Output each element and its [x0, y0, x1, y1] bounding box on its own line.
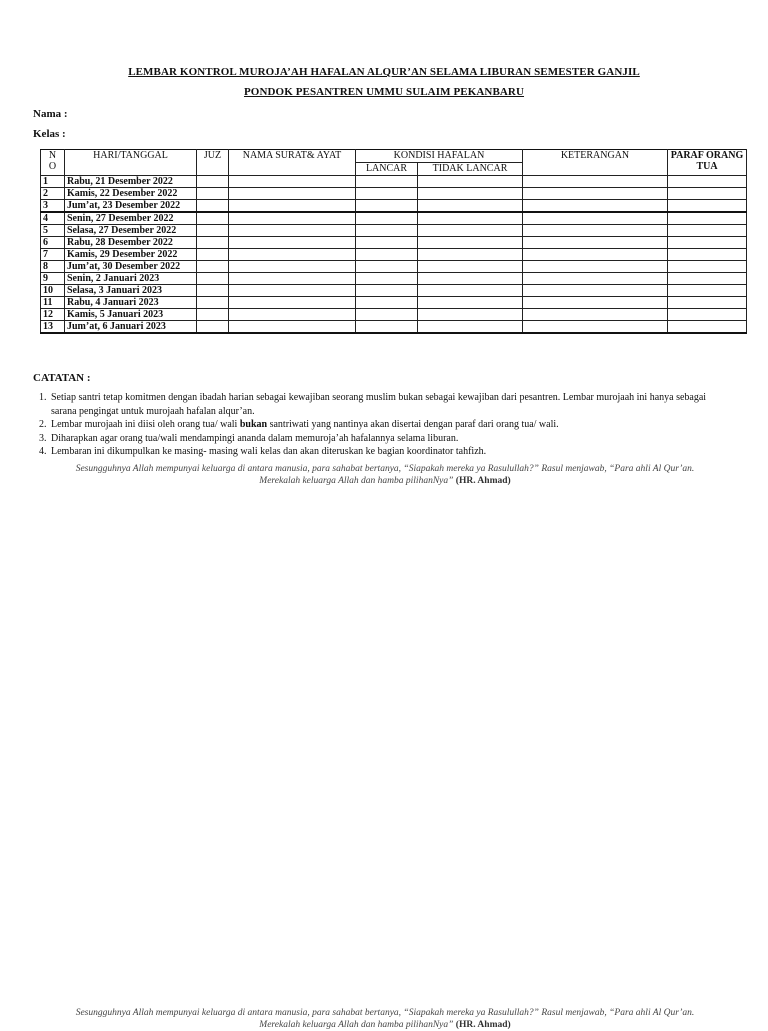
row-lancar-cell: [356, 176, 418, 188]
note-item: 2. Lembar murojaah ini diisi oleh orang tua/ wali bukan santriwati yang nantinya akan disertai dengan paraf dari orang tua/ wali.: [49, 418, 729, 432]
table-row: [41, 188, 747, 200]
row-tidak-lancar-cell: [418, 309, 523, 321]
row-nama-surat-cell: [229, 237, 356, 249]
note-item: 4. Lembaran ini dikumpulkan ke masing- masing wali kelas dan akan diteruskan ke bagian koordinator tahfizh.: [49, 445, 729, 459]
row-lancar-cell: [356, 225, 418, 237]
row-nama-surat-cell: [229, 309, 356, 321]
header-kondisi-hafalan: KONDISI HAFALAN: [356, 150, 523, 163]
row-lancar-cell: [356, 273, 418, 285]
row-tidak-lancar-cell: [418, 212, 523, 225]
row-lancar-cell: [356, 200, 418, 213]
row-juz-cell: [197, 188, 229, 200]
row-juz-cell: [197, 176, 229, 188]
row-hari-tanggal: Senin, 2 Januari 2023: [65, 273, 197, 285]
row-no: 4: [41, 212, 65, 225]
row-hari-tanggal: Selasa, 27 Desember 2022: [65, 225, 197, 237]
row-tidak-lancar-cell: [418, 273, 523, 285]
row-juz-cell: [197, 285, 229, 297]
table-row: [41, 309, 747, 321]
header-keterangan: KETERANGAN: [523, 150, 668, 176]
row-juz-cell: [197, 297, 229, 309]
row-lancar-cell: [356, 249, 418, 261]
row-lancar-cell: [356, 297, 418, 309]
hadith-source-footer: (HR. Ahmad): [455, 1020, 511, 1030]
row-paraf-cell: [668, 297, 747, 309]
row-paraf-cell: [668, 321, 747, 334]
row-no: 5: [41, 225, 65, 237]
row-nama-surat-cell: [229, 297, 356, 309]
row-tidak-lancar-cell: [418, 176, 523, 188]
row-nama-surat-cell: [229, 321, 356, 334]
row-no: 1: [41, 176, 65, 188]
row-keterangan-cell: [523, 200, 668, 213]
row-tidak-lancar-cell: [418, 225, 523, 237]
header-lancar: LANCAR: [356, 163, 418, 176]
row-no: 3: [41, 200, 65, 213]
row-keterangan-cell: [523, 309, 668, 321]
row-juz-cell: [197, 321, 229, 334]
row-tidak-lancar-cell: [418, 321, 523, 334]
row-no: 13: [41, 321, 65, 334]
row-nama-surat-cell: [229, 200, 356, 213]
row-paraf-cell: [668, 309, 747, 321]
table-row: [41, 297, 747, 309]
row-no: 11: [41, 297, 65, 309]
row-hari-tanggal: Kamis, 5 Januari 2023: [65, 309, 197, 321]
row-tidak-lancar-cell: [418, 249, 523, 261]
row-juz-cell: [197, 261, 229, 273]
table-row: [41, 273, 747, 285]
table-row: [41, 225, 747, 237]
row-tidak-lancar-cell: [418, 188, 523, 200]
row-paraf-cell: [668, 273, 747, 285]
hadith-quote-footer: Sesungguhnya Allah mempunyai keluarga di antara manusia, para sahabat bertanya, “Siapakah mereka ya Rasulullah?” Rasul menjawab, “Para ahli Al Qur’an. Merekalah keluarga Allah dan hamba pilihanNya” (HR. Ahmad): [75, 1008, 695, 1030]
note-emphasis: bukan: [239, 419, 268, 430]
row-nama-surat-cell: [229, 225, 356, 237]
row-nama-surat-cell: [229, 285, 356, 297]
row-keterangan-cell: [523, 273, 668, 285]
table-row: [41, 249, 747, 261]
row-tidak-lancar-cell: [418, 200, 523, 213]
table-row: [41, 200, 747, 213]
document-subtitle: PONDOK PESANTREN UMMU SULAIM PEKANBARU: [243, 86, 525, 98]
document-title: LEMBAR KONTROL MUROJA’AH HAFALAN ALQUR’AN SELAMA LIBURAN SEMESTER GANJIL: [128, 66, 640, 78]
header-no: N O: [41, 150, 65, 176]
table-row: [41, 237, 747, 249]
row-nama-surat-cell: [229, 176, 356, 188]
row-tidak-lancar-cell: [418, 237, 523, 249]
row-paraf-cell: [668, 261, 747, 273]
row-paraf-cell: [668, 237, 747, 249]
table-row: [41, 176, 747, 188]
row-paraf-cell: [668, 176, 747, 188]
row-nama-surat-cell: [229, 273, 356, 285]
kelas-field-label: Kelas :: [33, 128, 66, 140]
row-keterangan-cell: [523, 212, 668, 225]
row-hari-tanggal: Rabu, 4 Januari 2023: [65, 297, 197, 309]
row-no: 12: [41, 309, 65, 321]
catatan-heading: CATATAN :: [33, 372, 91, 384]
row-no: 7: [41, 249, 65, 261]
row-lancar-cell: [356, 321, 418, 334]
row-lancar-cell: [356, 285, 418, 297]
row-keterangan-cell: [523, 297, 668, 309]
row-tidak-lancar-cell: [418, 297, 523, 309]
row-paraf-cell: [668, 285, 747, 297]
row-no: 2: [41, 188, 65, 200]
row-paraf-cell: [668, 225, 747, 237]
table-row: [41, 285, 747, 297]
row-hari-tanggal: Jum’at, 30 Desember 2022: [65, 261, 197, 273]
row-no: 6: [41, 237, 65, 249]
note-item: 3. Diharapkan agar orang tua/wali mendampingi ananda dalam memuroja’ah hafalannya selama liburan.: [49, 432, 729, 446]
row-juz-cell: [197, 309, 229, 321]
header-paraf-orang-tua: PARAF ORANG TUA: [668, 150, 747, 176]
header-hari-tanggal: HARI/TANGGAL: [65, 150, 197, 176]
row-juz-cell: [197, 200, 229, 213]
row-juz-cell: [197, 237, 229, 249]
row-no: 9: [41, 273, 65, 285]
hadith-source: (HR. Ahmad): [455, 476, 511, 486]
row-paraf-cell: [668, 212, 747, 225]
row-keterangan-cell: [523, 237, 668, 249]
row-lancar-cell: [356, 188, 418, 200]
row-tidak-lancar-cell: [418, 261, 523, 273]
row-juz-cell: [197, 273, 229, 285]
row-juz-cell: [197, 212, 229, 225]
row-nama-surat-cell: [229, 249, 356, 261]
header-nama-surat: NAMA SURAT& AYAT: [229, 150, 356, 176]
row-no: 8: [41, 261, 65, 273]
row-hari-tanggal: Kamis, 22 Desember 2022: [65, 188, 197, 200]
header-juz: JUZ: [197, 150, 229, 176]
row-hari-tanggal: Kamis, 29 Desember 2022: [65, 249, 197, 261]
row-juz-cell: [197, 249, 229, 261]
row-lancar-cell: [356, 261, 418, 273]
header-tidak-lancar: TIDAK LANCAR: [418, 163, 523, 176]
row-paraf-cell: [668, 188, 747, 200]
row-juz-cell: [197, 225, 229, 237]
row-keterangan-cell: [523, 321, 668, 334]
row-lancar-cell: [356, 212, 418, 225]
row-keterangan-cell: [523, 225, 668, 237]
row-keterangan-cell: [523, 285, 668, 297]
murojaah-control-table: [40, 149, 747, 334]
row-hari-tanggal: Senin, 27 Desember 2022: [65, 212, 197, 225]
row-nama-surat-cell: [229, 261, 356, 273]
row-hari-tanggal: Jum’at, 6 Januari 2023: [65, 321, 197, 334]
row-keterangan-cell: [523, 249, 668, 261]
row-nama-surat-cell: [229, 212, 356, 225]
row-nama-surat-cell: [229, 188, 356, 200]
row-no: 10: [41, 285, 65, 297]
row-paraf-cell: [668, 200, 747, 213]
table-row: [41, 321, 747, 334]
row-hari-tanggal: Rabu, 21 Desember 2022: [65, 176, 197, 188]
row-lancar-cell: [356, 309, 418, 321]
row-tidak-lancar-cell: [418, 285, 523, 297]
catatan-list: [33, 391, 729, 459]
row-keterangan-cell: [523, 261, 668, 273]
row-hari-tanggal: Selasa, 3 Januari 2023: [65, 285, 197, 297]
row-hari-tanggal: Jum’at, 23 Desember 2022: [65, 200, 197, 213]
row-hari-tanggal: Rabu, 28 Desember 2022: [65, 237, 197, 249]
table-row: [41, 261, 747, 273]
row-keterangan-cell: [523, 176, 668, 188]
hadith-quote: Sesungguhnya Allah mempunyai keluarga di antara manusia, para sahabat bertanya, “Siapakah mereka ya Rasulullah?” Rasul menjawab, “Para ahli Al Qur’an. Merekalah keluarga Allah dan hamba pilihanNya” (HR. Ahmad): [75, 464, 695, 486]
row-paraf-cell: [668, 249, 747, 261]
note-item: 1. Setiap santri tetap komitmen dengan ibadah harian sebagai kewajiban seorang muslim bukan sebagai kewajiban dari pesantren. Lembar murojaah ini hanya sebagai sarana pengingat untuk murojaah hafalan alqur’an.: [49, 391, 729, 418]
row-keterangan-cell: [523, 188, 668, 200]
table-row: [41, 212, 747, 225]
row-lancar-cell: [356, 237, 418, 249]
nama-field-label: Nama :: [33, 108, 68, 120]
